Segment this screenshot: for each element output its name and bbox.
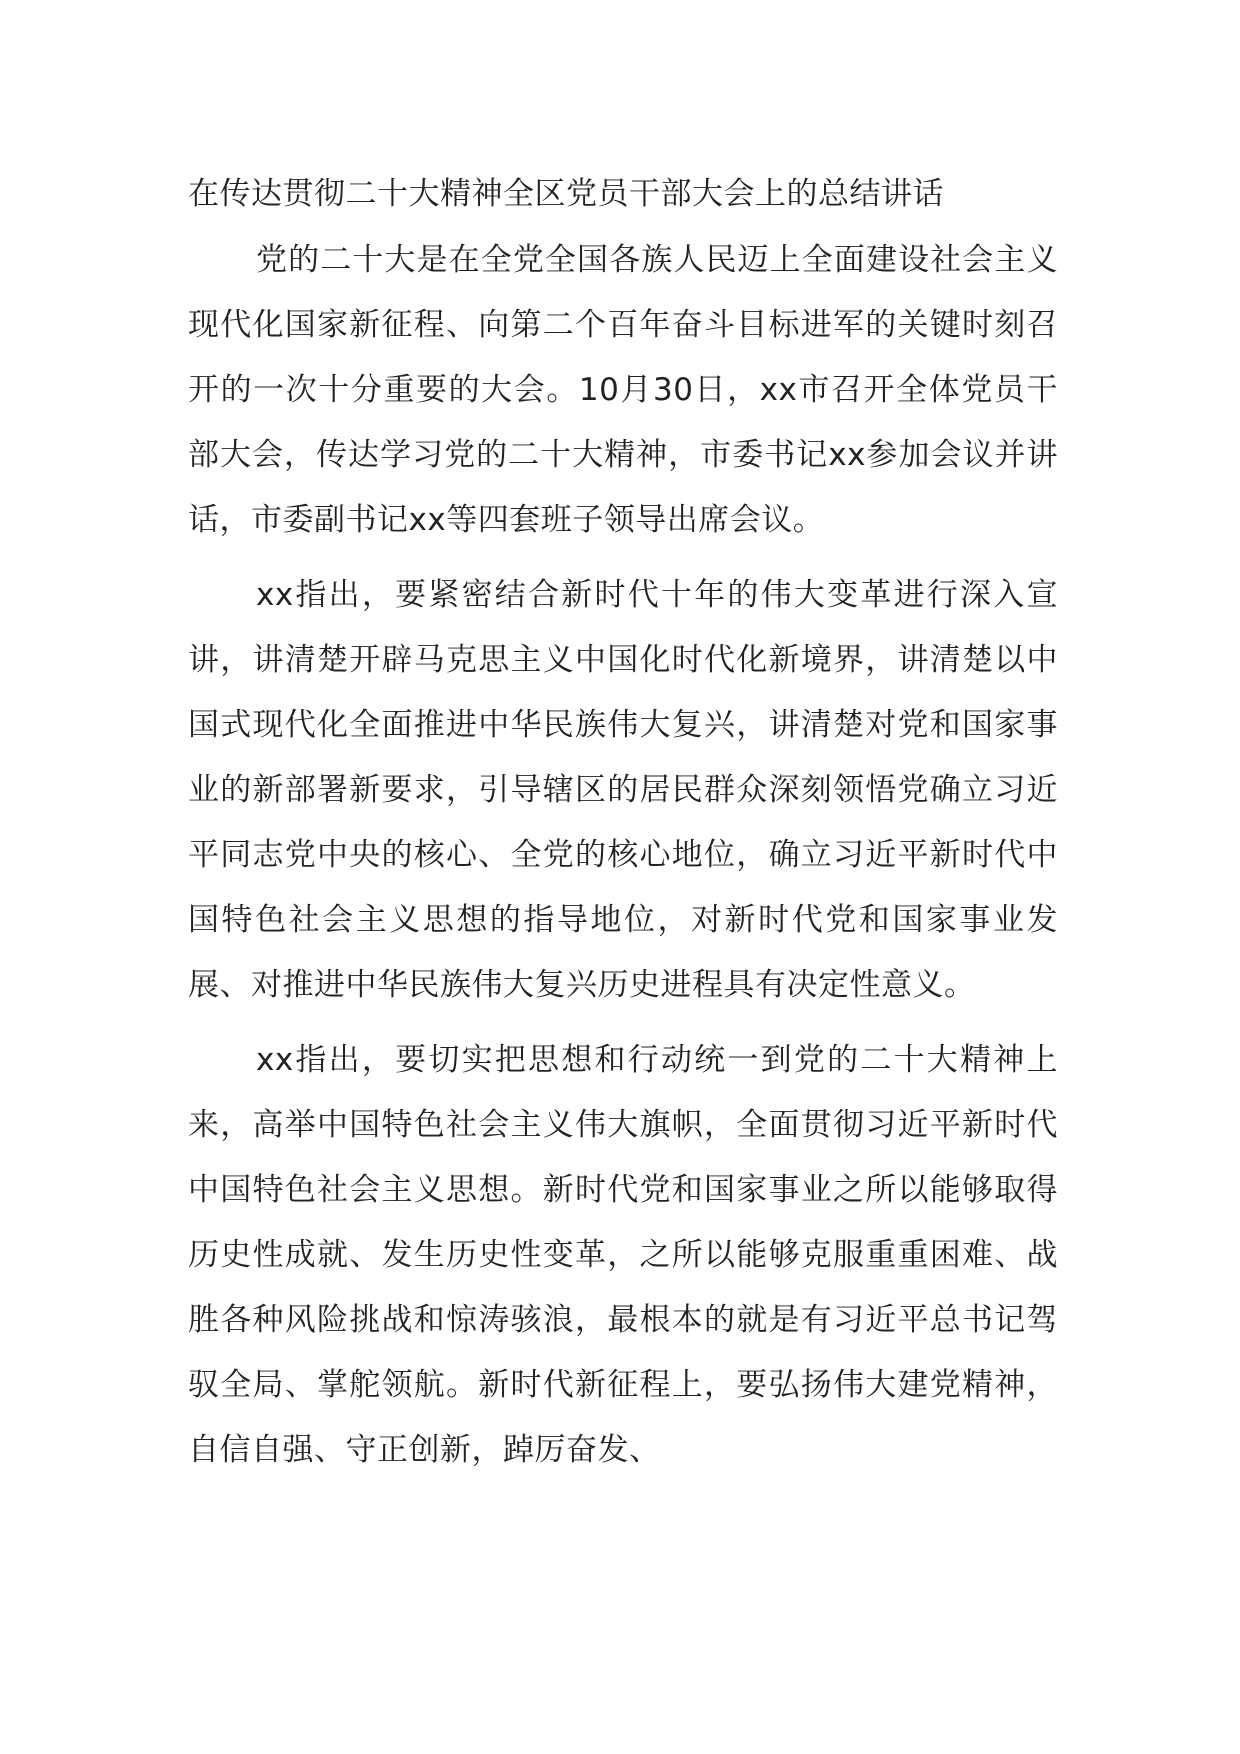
document-title: 在传达贯彻二十大精神全区党员干部大会上的总结讲话: [188, 176, 944, 212]
paragraph-1: 党的二十大是在全党全国各族人民迈上全面建设社会主义现代化国家新征程、向第二个百年奋斗目标进军的关键时刻召开的一次十分重要的大会。10月30日，xx市召开全体党员干部大会，传达学习党的二十大精神，市委书记xx参加会议并讲话，市委副书记xx等四套班子领导出席会议。: [188, 242, 1058, 538]
document-body: [188, 170, 1058, 1483]
paragraph-2: xx指出，要紧密结合新时代十年的伟大变革进行深入宣讲，讲清楚开辟马克思主义中国化时代化新境界，讲清楚以中国式现代化全面推进中华民族伟大复兴，讲清楚对党和国家事业的新部署新要求，引导辖区的居民群众深刻领悟党确立习近平同志党中央的核心、全党的核心地位，确立习近平新时代中国特色社会主义思想的指导地位，对新时代党和国家事业发展、对推进中华民族伟大复兴历史进程具有决定性意义。: [188, 577, 1058, 1003]
paragraph-3: xx指出，要切实把思想和行动统一到党的二十大精神上来，高举中国特色社会主义伟大旗帜，全面贯彻习近平新时代中国特色社会主义思想。新时代党和国家事业之所以能够取得历史性成就、发生历史性变革，之所以能够克服重重困难、战胜各种风险挑战和惊涛骇浪，最根本的就是有习近平总书记驾驭全局、掌舵领航。新时代新征程上，要弘扬伟大建党精神，自信自强、守正创新，踔厉奋发、: [188, 1042, 1058, 1468]
